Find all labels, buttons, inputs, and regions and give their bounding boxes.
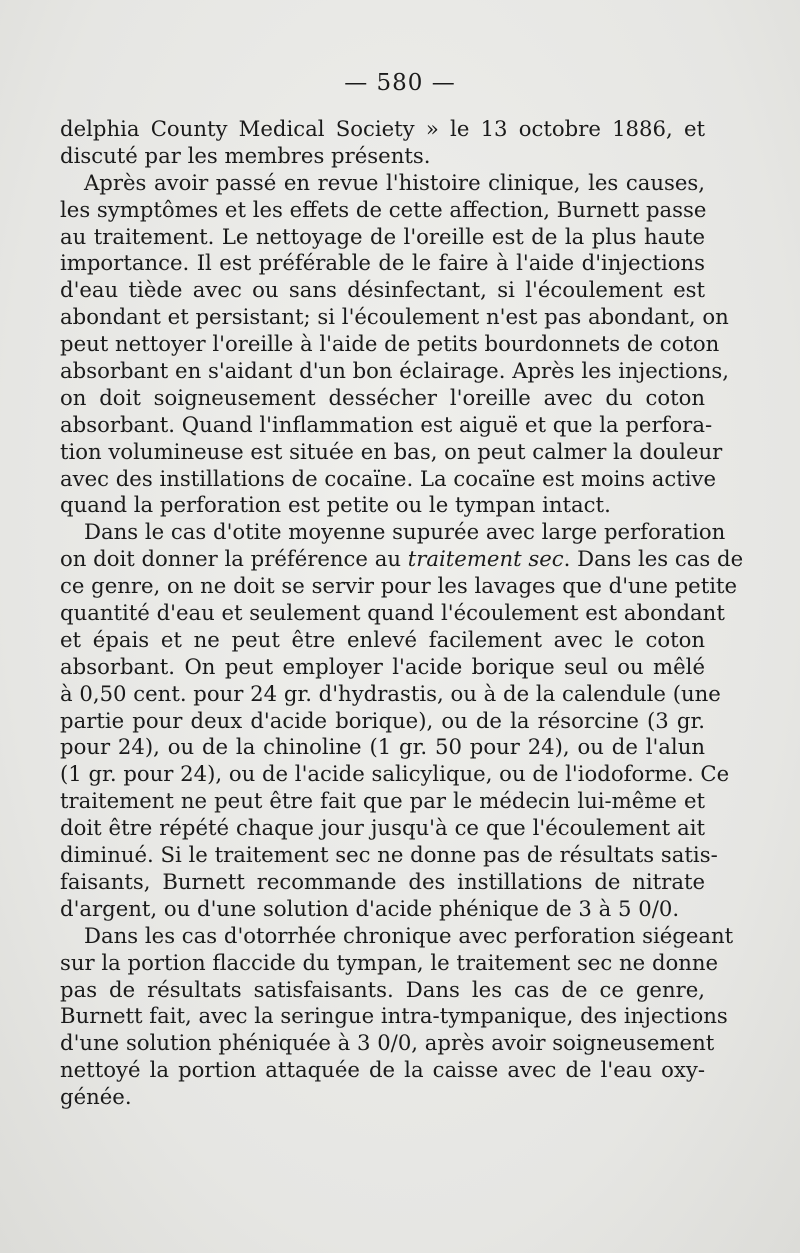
text-line-with-italic [60, 546, 744, 573]
text-line: pour 24), ou de la chinoline (1 gr. 50 pour 24), ou de l'alun [60, 734, 705, 760]
text-line: traitement ne peut être fait que par le médecin lui-même et [60, 788, 705, 814]
text-line: absorbant. Quand l'inflammation est aiguë et que la perfora- [60, 411, 713, 437]
line-end: . Dans les cas de [563, 546, 744, 572]
text-line: (1 gr. pour 24), ou de l'acide salicylique, ou de l'iodoforme. Ce [60, 761, 730, 787]
body-text [60, 116, 744, 1111]
text-line: partie pour deux d'acide borique), ou de la résorcine (3 gr. [60, 707, 705, 733]
text-line: absorbant. On peut employer l'acide borique seul ou mêlé [60, 653, 705, 679]
text-line: on doit soigneusement dessécher l'oreille avec du coton [60, 384, 705, 410]
text-line: discuté par les membres présents. [60, 142, 431, 168]
text-line: diminué. Si le traitement sec ne donne pas de résultats satis- [60, 842, 718, 868]
text-line: importance. Il est préférable de le faire à l'aide d'injections [60, 250, 705, 276]
text-line: tion volumineuse est située en bas, on peut calmer la douleur [60, 438, 723, 464]
text-line: abondant et persistant; si l'écoulement n'est pas abondant, on [60, 304, 729, 330]
text-line: delphia County Medical Society » le 13 octobre 1886, et [60, 116, 705, 141]
text-line: avec des instillations de cocaïne. La cocaïne est moins active [60, 465, 716, 491]
text-line: d'argent, ou d'une solution d'acide phénique de 3 à 5 0/0. [60, 895, 680, 921]
text-line: et épais et ne peut être enlevé facilement avec le coton [60, 626, 705, 652]
text-line: à 0,50 cent. pour 24 gr. d'hydrastis, ou à de la calendule (une [60, 680, 721, 706]
text-line: quand la perforation est petite ou le tympan intact. [60, 492, 611, 518]
text-line: absorbant en s'aidant d'un bon éclairage. Après les injections, [60, 358, 729, 384]
text-line: les symptômes et les effets de cette affection, Burnett passe [60, 196, 707, 222]
text-line: Dans les cas d'otorrhée chronique avec perforation siégeant [84, 922, 734, 948]
paragraph-4 [60, 922, 734, 1111]
text-line: faisants, Burnett recommande des instillations de nitrate [60, 868, 705, 894]
page-number: — 580 — [344, 70, 456, 96]
text-line: au traitement. Le nettoyage de l'oreille est de la plus haute [60, 223, 705, 249]
text-line: doit être répété chaque jour jusqu'à ce que l'écoulement ait [60, 815, 705, 841]
text-line: peut nettoyer l'oreille à l'aide de petits bourdonnets de coton [60, 331, 720, 357]
text-line: pas de résultats satisfaisants. Dans les cas de ce genre, [60, 976, 705, 1002]
italic-term: traitement sec [407, 546, 564, 572]
text-line: génée. [60, 1084, 132, 1110]
text-line: Après avoir passé en revue l'histoire clinique, les causes, [84, 169, 705, 195]
text-line: quantité d'eau et seulement quand l'écoulement est abondant [60, 600, 725, 626]
paragraph-1 [60, 116, 705, 170]
text-line: Dans le cas d'otite moyenne supurée avec large perforation [84, 519, 726, 545]
paragraph-3 [60, 519, 744, 922]
text-line: d'une solution phéniquée à 3 0/0, après avoir soigneusement [60, 1030, 715, 1056]
text-line: sur la portion flaccide du tympan, le traitement sec ne donne [60, 949, 719, 975]
text-line: nettoyé la portion attaquée de la caisse avec de l'eau oxy- [60, 1057, 705, 1083]
text-line: ce genre, on ne doit se servir pour les lavages que d'une petite [60, 573, 738, 599]
paragraph-2 [60, 169, 729, 520]
text-line: Burnett fait, avec la seringue intra-tympanique, des injections [60, 1003, 728, 1029]
text-line: d'eau tiède avec ou sans désinfectant, si l'écoulement est [60, 277, 705, 303]
line-start: on doit donner la préférence au [60, 546, 401, 572]
